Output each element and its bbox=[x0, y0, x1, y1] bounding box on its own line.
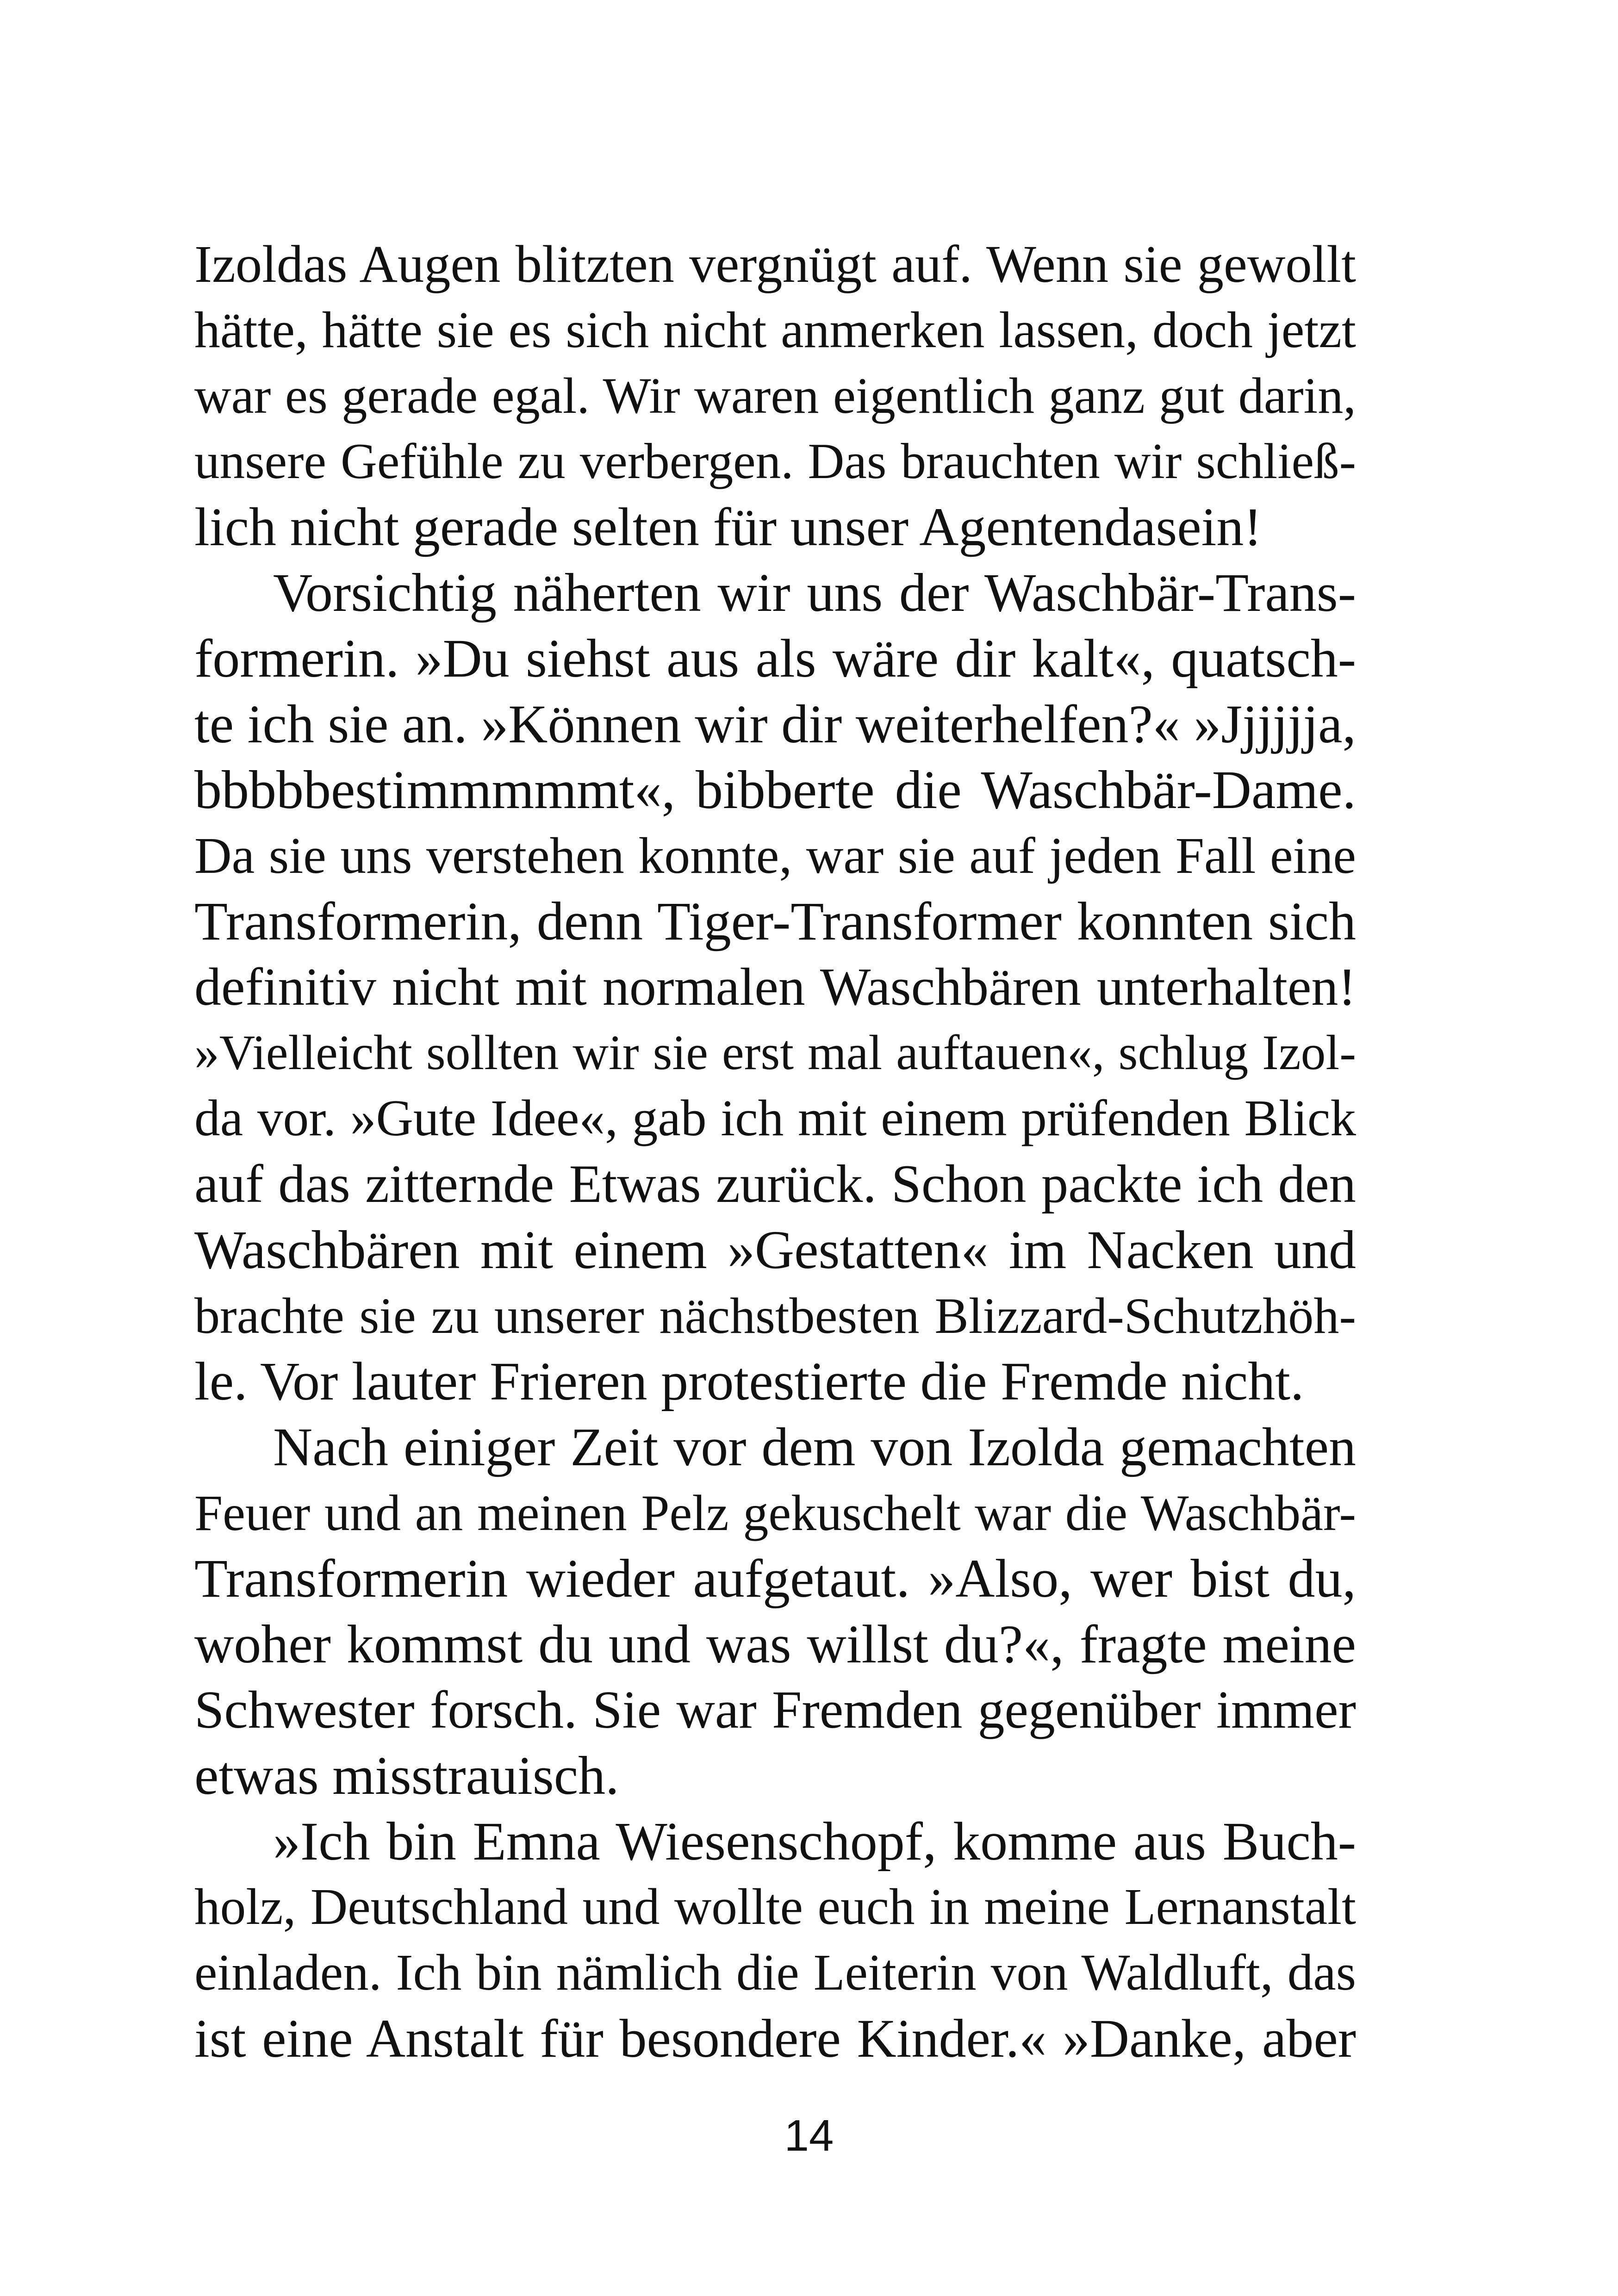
text-line: Nach einiger Zeit vor dem von Izolda gemachten bbox=[273, 1417, 1356, 1477]
text-line: einladen. Ich bin nämlich die Leiterin von Waldluft, das bbox=[194, 1944, 1356, 2001]
text-line: »Vielleicht sollten wir sie erst mal auftauen«, schlug Izol- bbox=[194, 1025, 1356, 1080]
text-line: le. Vor lauter Frieren protestierte die Fremde nicht. bbox=[194, 1351, 1304, 1412]
text-line: ist eine Anstalt für besondere Kinder.« »Danke, aber bbox=[194, 2008, 1356, 2069]
text-line: Transformerin, denn Tiger-Transformer konnten sich bbox=[194, 891, 1356, 952]
text-line: definitiv nicht mit normalen Waschbären unterhalten! bbox=[194, 958, 1356, 1017]
text-line: »Ich bin Emna Wiesenschopf, komme aus Buch- bbox=[273, 1811, 1356, 1872]
text-line: Izoldas Augen blitzten vergnügt auf. Wenn sie gewollt bbox=[194, 235, 1356, 293]
text-line: lich nicht gerade selten für unser Agentendasein! bbox=[194, 497, 1262, 557]
text-line: Da sie uns verstehen konnte, war sie auf jeden Fall eine bbox=[194, 827, 1356, 884]
text-line: formerin. »Du siehst aus als wäre dir kalt«, quatsch- bbox=[194, 628, 1356, 689]
text-line: woher kommst du und was willst du?«, fragte meine bbox=[194, 1614, 1356, 1674]
text-line: auf das zitternde Etwas zurück. Schon packte ich den bbox=[194, 1154, 1356, 1214]
text-line: Schwester forsch. Sie war Fremden gegenüber immer bbox=[194, 1680, 1356, 1740]
text-line: war es gerade egal. Wir waren eigentlich ganz gut darin, bbox=[194, 367, 1356, 424]
body-text bbox=[194, 231, 1356, 2072]
text-line: unsere Gefühle zu verbergen. Das brauchten wir schließ- bbox=[194, 433, 1356, 489]
page-number: 14 bbox=[784, 2111, 834, 2160]
text-line: etwas misstrauisch. bbox=[194, 1745, 619, 1806]
text-line: te ich sie an. »Können wir dir weiterhelfen?« »Jjjjjja, bbox=[194, 694, 1356, 754]
text-line: Feuer und an meinen Pelz gekuschelt war die Waschbär- bbox=[194, 1485, 1356, 1541]
text-line: bbbbbestimmmmmt«, bibberte die Waschbär-Dame. bbox=[194, 759, 1356, 820]
text-line: brachte sie zu unserer nächstbesten Blizzard-Schutzhöh- bbox=[194, 1288, 1356, 1344]
text-line: Waschbären mit einem »Gestatten« im Nacken und bbox=[194, 1220, 1356, 1280]
text-line: da vor. »Gute Idee«, gab ich mit einem prüfenden Blick bbox=[194, 1090, 1356, 1147]
text-line: holz, Deutschland und wollte euch in meine Lernanstalt bbox=[194, 1879, 1356, 1935]
text-line: Vorsichtig näherten wir uns der Waschbär-Trans- bbox=[273, 562, 1356, 623]
text-line: Transformerin wieder aufgetaut. »Also, wer bist du, bbox=[194, 1548, 1356, 1609]
text-line: hätte, hätte sie es sich nicht anmerken lassen, doch jetzt bbox=[194, 301, 1356, 359]
